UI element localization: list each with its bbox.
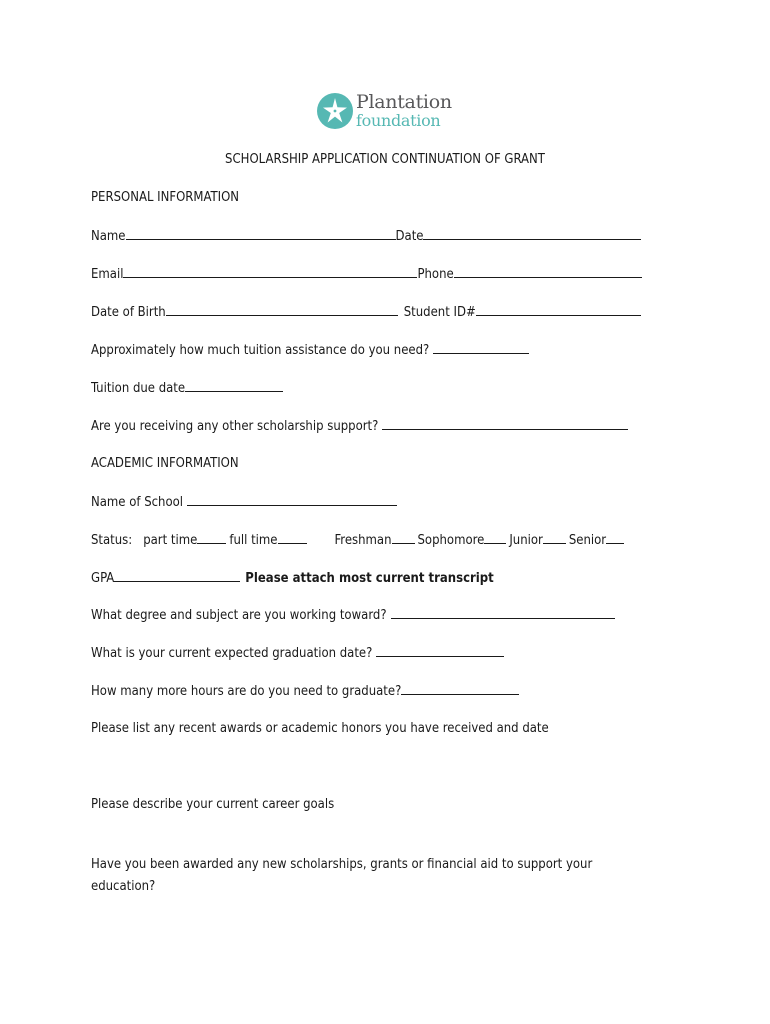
hours-question: How many more hours are do you need to graduate?: [91, 684, 402, 699]
senior-field[interactable]: [606, 532, 624, 544]
logo-wordmark-foundation: foundation: [356, 111, 441, 130]
tuition-assistance-question: Approximately how much tuition assistance do you need?: [91, 343, 430, 358]
status-label: Status:: [91, 533, 133, 548]
degree-question: What degree and subject are you working toward?: [91, 608, 387, 623]
graduation-field[interactable]: [376, 645, 504, 657]
dob-field[interactable]: [166, 304, 398, 316]
hours-row: [91, 683, 519, 700]
form-title: SCHOLARSHIP APPLICATION CONTINUATION OF GRANT: [225, 152, 545, 167]
junior-label: Junior: [509, 533, 543, 548]
career-goals-question: Please describe your current career goals: [91, 797, 335, 812]
gpa-row: [91, 570, 494, 587]
junior-field[interactable]: [543, 532, 566, 544]
transcript-note: Please attach most current transcript: [245, 571, 494, 586]
gpa-label: GPA: [91, 571, 115, 586]
other-support-question: Are you receiving any other scholarship support?: [91, 419, 379, 434]
awards-question: Please list any recent awards or academic honors you have received and date: [91, 721, 549, 736]
degree-field[interactable]: [391, 607, 615, 619]
date-label: Date: [395, 229, 424, 244]
part-time-label: part time: [143, 533, 198, 548]
tuition-assistance-field[interactable]: [433, 342, 529, 354]
school-label: Name of School: [91, 495, 184, 510]
new-aid-question-line-2: education?: [91, 879, 156, 894]
name-date-row: [91, 228, 641, 245]
personal-info-heading: PERSONAL INFORMATION: [91, 190, 240, 205]
date-field[interactable]: [423, 228, 641, 240]
freshman-label: Freshman: [334, 533, 392, 548]
gpa-field[interactable]: [114, 570, 240, 582]
part-time-field[interactable]: [197, 532, 226, 544]
student-id-field[interactable]: [476, 304, 641, 316]
tuition-due-label: Tuition due date: [91, 381, 186, 396]
dob-label: Date of Birth: [91, 305, 166, 320]
status-row: [91, 532, 624, 549]
tuition-due-field[interactable]: [185, 380, 283, 392]
full-time-field[interactable]: [278, 532, 307, 544]
starfish-circle-icon: [316, 92, 354, 130]
academic-info-heading: ACADEMIC INFORMATION: [91, 456, 239, 471]
other-support-field[interactable]: [382, 418, 628, 430]
graduation-row: [91, 645, 504, 662]
dob-studentid-row: [91, 304, 641, 321]
name-field[interactable]: [126, 228, 396, 240]
tuition-assistance-row: [91, 342, 529, 359]
logo-wordmark-plantation: Plantation: [356, 91, 452, 113]
sophomore-label: Sophomore: [417, 533, 485, 548]
name-label: Name: [91, 229, 126, 244]
senior-label: Senior: [568, 533, 607, 548]
phone-label: Phone: [417, 267, 454, 282]
email-phone-row: [91, 266, 642, 283]
other-support-row: [91, 418, 628, 435]
new-aid-question-line-1: Have you been awarded any new scholarships, grants or financial aid to support your: [91, 857, 593, 872]
email-field[interactable]: [123, 266, 417, 278]
hours-field[interactable]: [401, 683, 519, 695]
school-row: [91, 494, 397, 511]
tuition-due-row: [91, 380, 283, 397]
school-field[interactable]: [187, 494, 397, 506]
phone-field[interactable]: [454, 266, 642, 278]
degree-row: [91, 607, 615, 624]
student-id-label: Student ID#: [403, 305, 476, 320]
email-label: Email: [91, 267, 124, 282]
freshman-field[interactable]: [392, 532, 415, 544]
full-time-label: full time: [229, 533, 278, 548]
graduation-question: What is your current expected graduation date?: [91, 646, 373, 661]
sophomore-field[interactable]: [484, 532, 506, 544]
plantation-foundation-logo: [316, 90, 456, 136]
